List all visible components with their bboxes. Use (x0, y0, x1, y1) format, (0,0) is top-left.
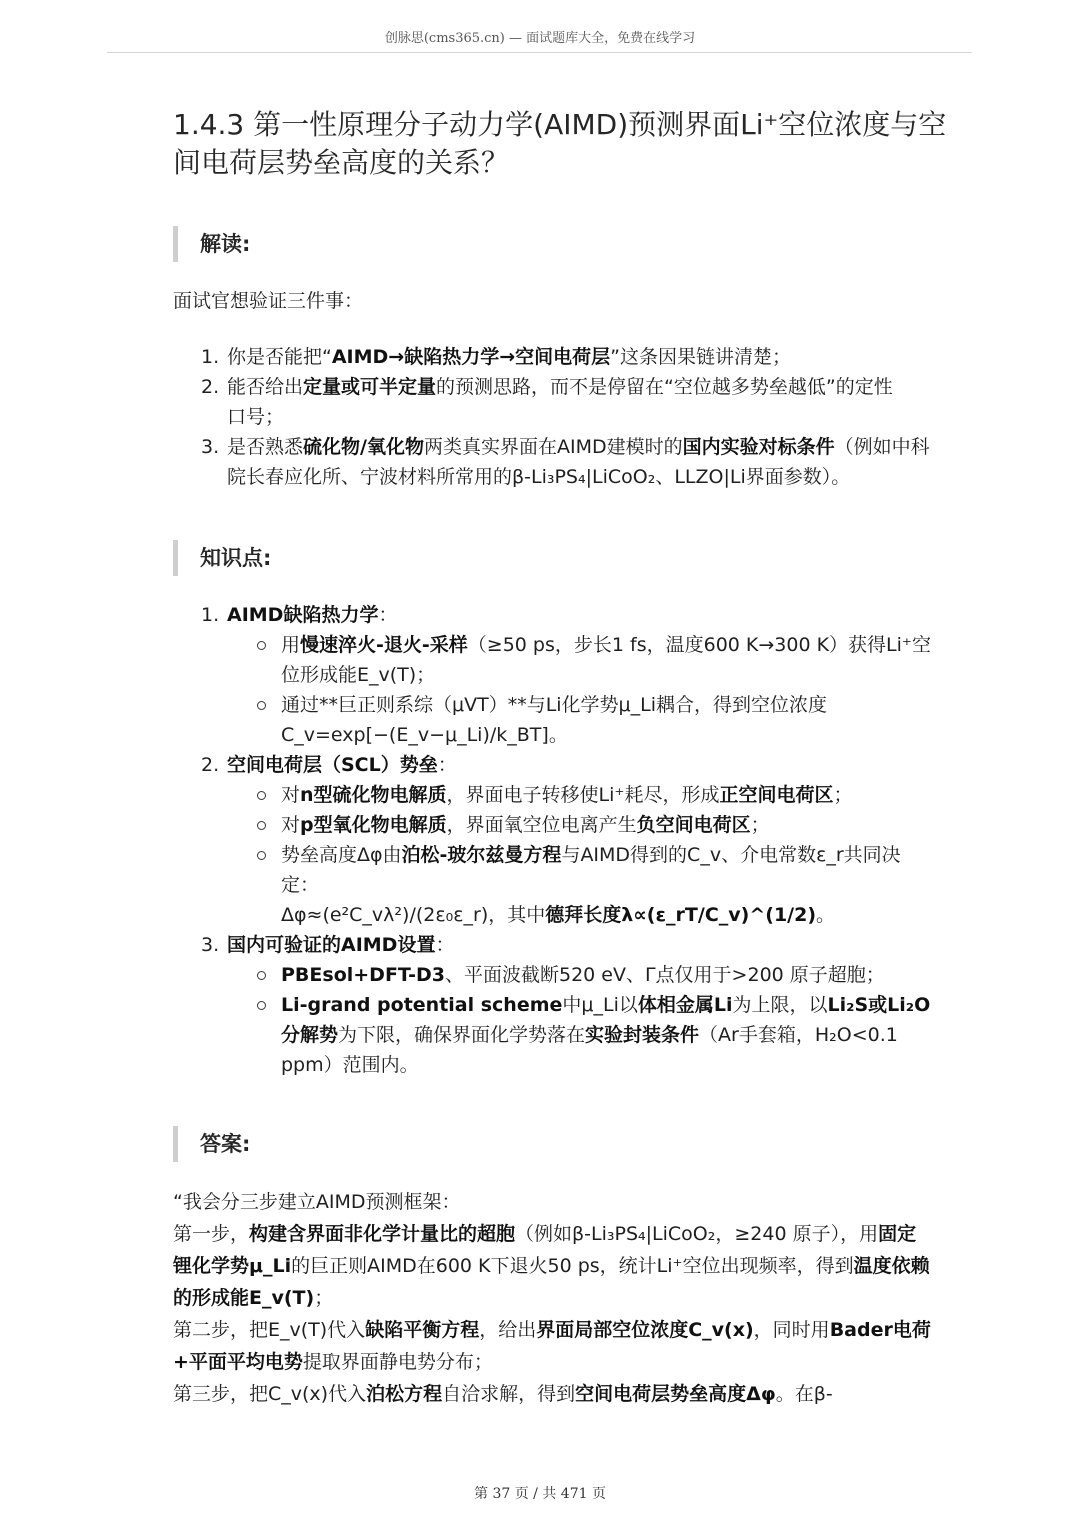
sub-text: 势垒高度Δφ由 (281, 844, 402, 866)
step-bold: 空间电荷层势垒高度Δφ (575, 1383, 776, 1405)
step-bold: 固定锂化学势μ_Li (173, 1223, 917, 1277)
list-number: 1. (201, 346, 220, 368)
sub-bold: 实验封装条件 (585, 1024, 700, 1046)
list-number: 2. (201, 754, 220, 776)
section-heading-zhishi: 知识点: (173, 540, 271, 576)
page-header: 创脉思(cms365.cn) — 面试题库大全，免费在线学习 (384, 31, 696, 46)
list-item (173, 432, 933, 492)
sub-text: 与AIMD得到的C_v、介电常数ε_r共同决定： (281, 844, 901, 896)
sub-item (173, 990, 933, 1080)
step-bold: 泊松方程 (366, 1383, 443, 1405)
step-text: 第三步，把C_v(x)代入 (173, 1383, 367, 1405)
group-title-suffix: ： (435, 934, 455, 956)
sub-item (173, 810, 933, 840)
sub-text: （≥50 ps，步长1 fs，温度600 K→300 K）获得Li⁺空位形成能E_v(T)； (281, 634, 931, 686)
sub-text: 对 (281, 784, 301, 806)
jiedu-list (173, 342, 933, 492)
sub-text: （Ar手套箱，H₂O<0.1 ppm）范围内。 (281, 1024, 898, 1076)
item-bold: 定量或可半定量 (303, 376, 437, 398)
bullet-icon (257, 851, 266, 860)
step-text: 的巨正则AIMD在600 K下退火50 ps，统计Li⁺空位出现频率，得到 (291, 1255, 854, 1277)
item-bold: AIMD→缺陷热力学→空间电荷层 (331, 346, 611, 368)
bullet-icon (257, 1001, 266, 1010)
list-item (173, 930, 933, 960)
sub-text: ，界面电子转移使Li⁺耗尽，形成 (446, 784, 720, 806)
bullet-icon (257, 821, 266, 830)
sub-item (173, 690, 933, 750)
step-text: 提取界面静电势分布； (302, 1351, 493, 1373)
item-text: 两类真实界面在AIMD建模时的 (423, 436, 683, 458)
list-item (173, 342, 933, 372)
sub-bold: 泊松-玻尔兹曼方程 (401, 844, 562, 866)
group-title: 空间电荷层（SCL）势垒 (227, 754, 438, 776)
step-bold: 温度依赖的形成能E_v(T) (173, 1255, 930, 1309)
answer-step-3 (173, 1378, 933, 1410)
sub-text: 为上限，以 (732, 994, 828, 1016)
item-bold: 国内实验对标条件 (682, 436, 835, 458)
group-title-suffix: ： (437, 754, 457, 776)
sub-list (173, 630, 933, 750)
sub-item (173, 960, 933, 990)
answer-step-2 (173, 1314, 933, 1378)
list-number: 3. (201, 436, 220, 458)
sub-item (173, 630, 933, 690)
section-heading-daan: 答案: (173, 1126, 250, 1162)
item-text: 你是否能把“ (227, 346, 332, 368)
sub-bold: PBEsol+DFT-D3 (281, 964, 445, 986)
header-divider (107, 52, 972, 53)
list-item (173, 372, 933, 432)
sub-list (173, 960, 933, 1080)
bullet-icon (257, 791, 266, 800)
sub-bold: 德拜长度λ∝(ε_rT/C_v)^(1/2) (545, 904, 817, 926)
zhishi-list (173, 600, 933, 630)
zhishi-section (173, 600, 933, 1080)
sub-bold: 正空间电荷区 (719, 784, 834, 806)
step-bold: 缺陷平衡方程 (365, 1319, 480, 1341)
list-number: 2. (201, 376, 220, 398)
step-bold: Bader电荷+平面平均电势 (173, 1319, 931, 1373)
step-text: 第一步， (173, 1223, 250, 1245)
step-bold: 构建含界面非化学计量比的超胞 (249, 1223, 516, 1245)
sub-text: 。 (816, 904, 836, 926)
sub-text: 通过**巨正则系综（μVT）**与Li化学势μ_Li耦合，得到空位浓度C_v=exp[−(E_v−μ_Li)/k_BT]。 (281, 694, 828, 746)
section-heading-jiedu: 解读: (173, 226, 250, 262)
group-title: 国内可验证的AIMD设置 (227, 934, 436, 956)
answer-intro: “我会分三步建立AIMD预测框架： (173, 1191, 461, 1213)
sub-text: 中μ_Li以 (562, 994, 638, 1016)
sub-bold: 体相金属Li (637, 994, 733, 1016)
sub-item (173, 780, 933, 810)
bullet-icon (257, 641, 266, 650)
sub-bold: Li₂S或Li₂O分解势 (281, 994, 931, 1046)
list-item (173, 750, 933, 780)
step-text: ，给出 (479, 1319, 537, 1341)
group-title-suffix: ： (378, 604, 398, 626)
item-text: ”这条因果链讲清楚； (610, 346, 791, 368)
item-text: 能否给出 (227, 376, 304, 398)
group-title: AIMD缺陷热力学 (227, 604, 379, 626)
sub-text: 为下限，确保界面化学势落在 (338, 1024, 586, 1046)
zhishi-list (173, 930, 933, 960)
zhishi-list (173, 750, 933, 780)
item-text: 的预测思路，而不是停留在“空位越多势垒越低”的定性口号； (227, 376, 893, 428)
sub-text: 、平面波截断520 eV、Γ点仅用于>200 原子超胞； (444, 964, 885, 986)
step-bold: 界面局部空位浓度C_v(x) (536, 1319, 754, 1341)
item-bold: 硫化物/氧化物 (303, 436, 424, 458)
page-title: 1.4.3 第一性原理分子动力学(AIMD)预测界面Li⁺空位浓度与空间电荷层势垒高度的关系？ (173, 108, 947, 179)
sub-bold: n型硫化物电解质 (300, 784, 447, 806)
step-text: ； (314, 1287, 334, 1309)
answer-step-1 (173, 1218, 933, 1314)
daan-section (173, 1186, 933, 1410)
item-text: （例如中科院长春应化所、宁波材料所常用的β-Li₃PS₄|LiCoO₂、LLZO|Li界面参数）。 (227, 436, 930, 488)
sub-bold: Li-grand potential scheme (281, 994, 563, 1016)
sub-text: ； (750, 814, 770, 836)
sub-bold: 慢速淬火-退火-采样 (300, 634, 468, 656)
sub-bold: p型氧化物电解质 (300, 814, 447, 836)
bullet-icon (257, 701, 266, 710)
step-text: 自洽求解，得到 (442, 1383, 576, 1405)
sub-text: 对 (281, 814, 301, 836)
sub-item (173, 840, 933, 930)
sub-text: 用 (281, 634, 301, 656)
list-item (173, 600, 933, 630)
jiedu-section (173, 286, 933, 492)
jiedu-intro: 面试官想验证三件事： (173, 290, 364, 312)
step-text: （例如β-Li₃PS₄|LiCoO₂，≥240 原子），用 (515, 1223, 879, 1245)
sub-list (173, 780, 933, 930)
bullet-icon (257, 971, 266, 980)
sub-bold: 负空间电荷区 (636, 814, 751, 836)
step-text: 。在β- (775, 1383, 833, 1405)
sub-text: ； (833, 784, 853, 806)
item-text: 是否熟悉 (227, 436, 304, 458)
step-text: 第二步，把E_v(T)代入 (173, 1319, 366, 1341)
list-number: 1. (201, 604, 220, 626)
sub-text: Δφ≈(e²C_vλ²)/(2ε₀ε_r)，其中 (281, 904, 546, 926)
list-number: 3. (201, 934, 220, 956)
step-text: ，同时用 (753, 1319, 830, 1341)
page-footer: 第 37 页 / 共 471 页 (474, 1486, 606, 1502)
sub-text: ，界面氧空位电离产生 (446, 814, 637, 836)
